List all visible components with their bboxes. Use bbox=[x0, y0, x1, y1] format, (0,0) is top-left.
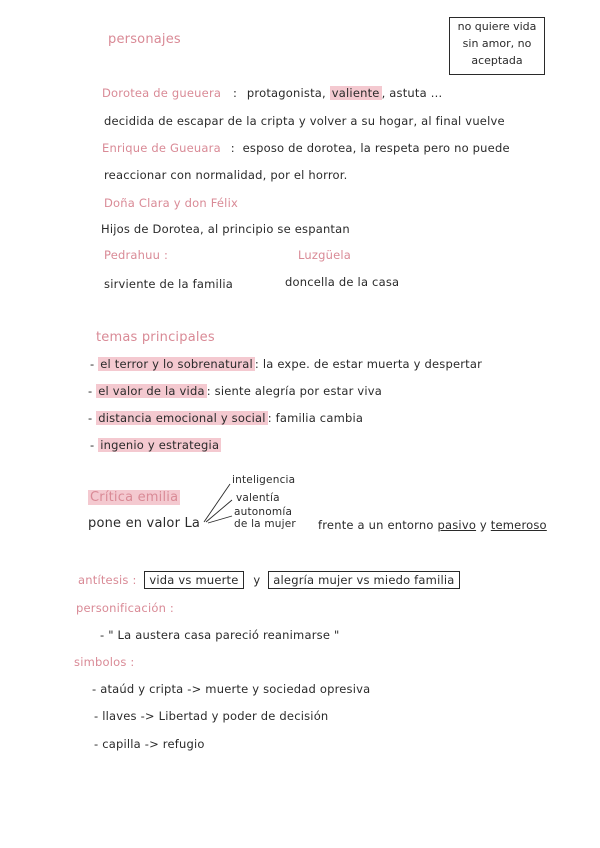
simbolo-item: - ataúd y cripta -> muerte y sociedad opresiva bbox=[92, 682, 371, 696]
pedrahuu-name: Pedrahuu : bbox=[104, 248, 169, 262]
note-line-1: no quiere vida bbox=[457, 20, 537, 33]
critica-main: pone en valor La bbox=[88, 516, 201, 531]
antitesis-row bbox=[78, 573, 460, 587]
tema-dash: - bbox=[90, 357, 95, 371]
simbolos-label: simbolos : bbox=[74, 655, 135, 669]
enrique-desc: esposo de dorotea, la respeta pero no puede bbox=[242, 141, 510, 155]
note-line-3: aceptada bbox=[471, 54, 523, 67]
luzguela-desc: doncella de la casa bbox=[285, 275, 400, 289]
enrique-sep: : bbox=[230, 141, 235, 155]
critica-tail bbox=[318, 518, 547, 532]
tema-highlight: el valor de la vida bbox=[98, 384, 205, 398]
heading-temas: temas principales bbox=[96, 330, 215, 345]
antitesis-label: antítesis : bbox=[78, 573, 137, 587]
dorotea-desc-a: protagonista, bbox=[246, 86, 326, 100]
critica-branch-de-la-mujer: de la mujer bbox=[234, 518, 296, 530]
dorotea-desc-highlight: valiente bbox=[331, 86, 380, 100]
tema-dash: - bbox=[90, 438, 95, 452]
dorotea-name: Dorotea de gueuera bbox=[102, 86, 222, 100]
antitesis-y: y bbox=[253, 573, 261, 587]
dorotea-line2: decidida de escapar de la cripta y volver a su hogar, al final vuelve bbox=[104, 114, 505, 128]
personificacion-label: personificación : bbox=[76, 601, 174, 615]
antitesis-box-vida-muerte: vida vs muerte bbox=[144, 571, 243, 589]
personificacion-item: - " La austera casa pareció reanimarse " bbox=[100, 628, 340, 642]
note-line-2: sin amor, no bbox=[462, 37, 532, 50]
tema-rest: : familia cambia bbox=[267, 411, 364, 425]
antitesis-box-alegria-miedo: alegría mujer vs miedo familia bbox=[268, 571, 459, 589]
dona-line2: Hijos de Dorotea, al principio se espantan bbox=[101, 222, 350, 236]
critica-branch-inteligencia: inteligencia bbox=[232, 474, 296, 486]
enrique-line2: reaccionar con normalidad, por el horror. bbox=[104, 168, 348, 182]
critica-tail-a: frente a un entorno bbox=[318, 518, 434, 532]
dorotea-sep: : bbox=[232, 86, 238, 100]
dorotea-desc-b: , astuta ... bbox=[381, 86, 443, 100]
tema-rest: : siente alegría por estar viva bbox=[206, 384, 383, 398]
pedrahuu-desc: sirviente de la familia bbox=[104, 277, 233, 291]
enrique-name: Enrique de Gueuara bbox=[102, 141, 221, 155]
tema-dash: - bbox=[88, 411, 93, 425]
tema-rest: : la expe. de estar muerta y despertar bbox=[254, 357, 483, 371]
critica-tail-pasivo: pasivo bbox=[437, 518, 477, 532]
luzguela-name: Luzgüela bbox=[298, 248, 352, 262]
simbolo-item: - capilla -> refugio bbox=[94, 737, 205, 751]
tema-highlight: el terror y lo sobrenatural bbox=[100, 357, 253, 371]
critica-heading-text: Crítica emilia bbox=[90, 490, 179, 505]
critica-tail-temeroso: temeroso bbox=[490, 518, 547, 532]
critica-branch-valentia: valentía bbox=[236, 492, 280, 504]
simbolo-item: - llaves -> Libertad y poder de decisión bbox=[94, 709, 329, 723]
tema-highlight: ingenio y estrategia bbox=[100, 438, 220, 452]
tema-highlight: distancia emocional y social bbox=[98, 411, 266, 425]
critica-branch-autonomia: autonomía bbox=[234, 506, 293, 518]
heading-personajes: personajes bbox=[108, 32, 181, 47]
critica-tail-y: y bbox=[479, 518, 487, 532]
dona-name: Doña Clara y don Félix bbox=[104, 196, 238, 210]
tema-dash: - bbox=[88, 384, 93, 398]
